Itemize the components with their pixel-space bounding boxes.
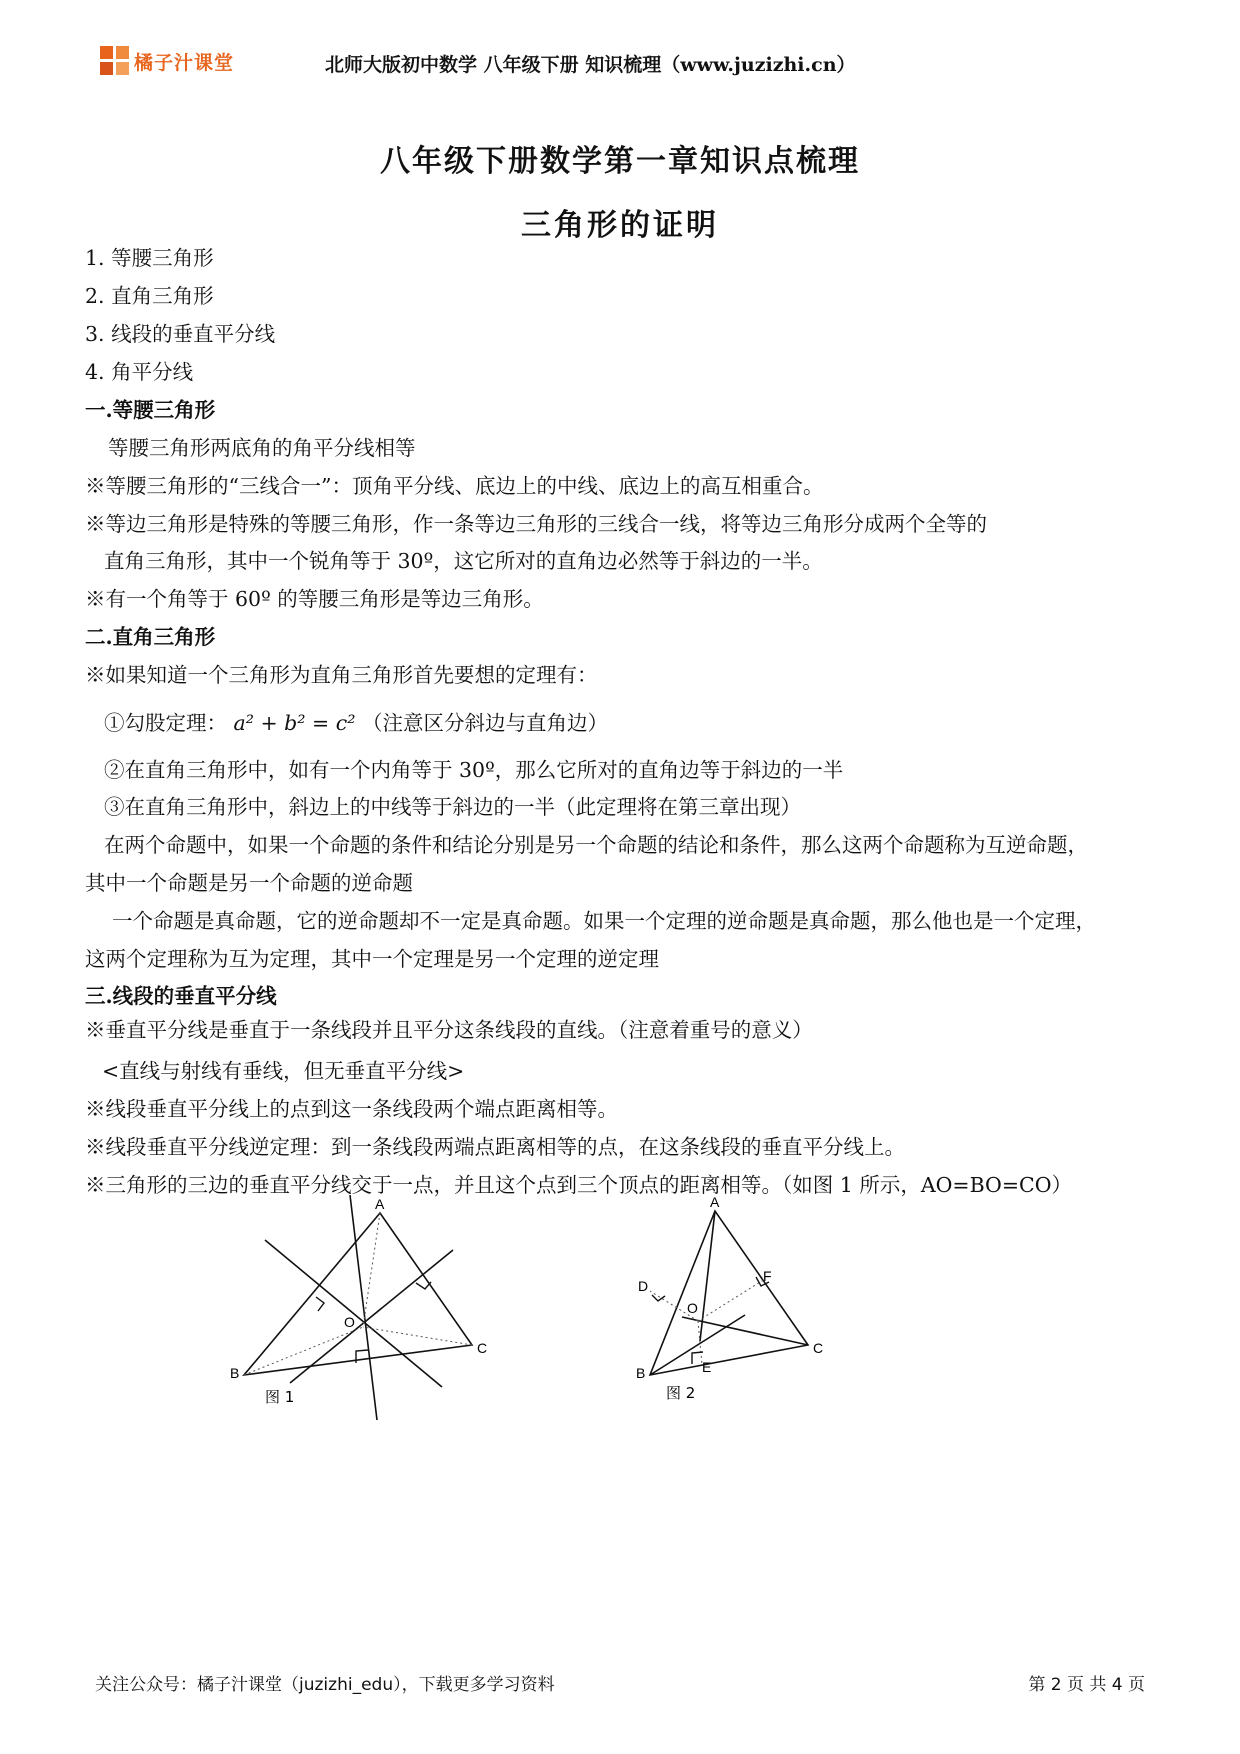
sec1-paragraph-2: ※等腰三角形的“三线合一”：顶角平分线、底边上的中线、底边上的高互相重合。 (85, 474, 824, 498)
right-angle-mark-1 (316, 1297, 324, 1311)
page-subtitle: 三角形的证明 (521, 208, 719, 243)
section-1-heading: 一.等腰三角形 (85, 398, 216, 422)
section-2-heading: 二.直角三角形 (85, 625, 216, 649)
figure-2 (630, 1195, 930, 1415)
figure-1-caption: 图 1 (265, 1388, 295, 1406)
page-number: 第 2 页 共 4 页 (1028, 1675, 1145, 1695)
figure-1 (220, 1195, 520, 1430)
fig1-label-c: C (477, 1340, 488, 1356)
fig2-label-a: A (710, 1195, 720, 1210)
fig2-label-e: E (702, 1359, 712, 1375)
sec3-paragraph-1: ※垂直平分线是垂直于一条线段并且平分这条线段的直线。（注意着重号的意义） (85, 1018, 813, 1042)
sec1-paragraph-4: ※有一个角等于 60º 的等腰三角形是等边三角形。 (85, 587, 544, 611)
sec3-paragraph-5: ※三角形的三边的垂直平分线交于一点，并且这个点到三个顶点的距离相等。（如图 1 所示，AO=BO=CO） (85, 1173, 1073, 1197)
logo-icon (100, 46, 130, 76)
pythagorean-formula: a² + b² = c² (233, 711, 356, 735)
fig2-label-o: O (687, 1300, 698, 1316)
perp-bisector-bc (350, 1195, 377, 1420)
sec2-paragraph-3a: 一个命题是真命题，它的逆命题却不一定是真命题。如果一个定理的逆命题是真命题，那么他也是一个定理， (112, 909, 1096, 933)
page-title: 八年级下册数学第一章知识点梳理 (380, 144, 860, 179)
fig1-label-o: O (344, 1314, 355, 1330)
sec2-paragraph-2a: 在两个命题中，如果一个命题的条件和结论分别是另一个命题的结论和条件，那么这两个命题称为互逆命题， (104, 833, 1088, 857)
page-header (0, 38, 1240, 82)
footer-follow-text: 关注公众号：橘子汁课堂（juzizhi_edu），下载更多学习资料 (95, 1675, 555, 1695)
figure-2-caption: 图 2 (666, 1384, 696, 1402)
toc-item-1: 1. 等腰三角形 (85, 246, 214, 270)
right-angle-mark-3 (356, 1350, 368, 1363)
sec2-paragraph-1: ※如果知道一个三角形为直角三角形首先要想的定理有： (85, 663, 598, 687)
sec1-paragraph-1: 等腰三角形两底角的角平分线相等 (108, 436, 416, 460)
sec2-paragraph-3b: 这两个定理称为互为定理，其中一个定理是另一个定理的逆定理 (85, 947, 659, 971)
fig1-label-a: A (375, 1196, 385, 1212)
perp-bisector-ac (290, 1250, 453, 1383)
theorem-1-suffix: （注意区分斜边与直角边） (361, 711, 608, 735)
sec3-paragraph-3: ※线段垂直平分线上的点到这一条线段两个端点距离相等。 (85, 1097, 618, 1121)
sec3-paragraph-4: ※线段垂直平分线逆定理：到一条线段两端点距离相等的点，在这条线段的垂直平分线上。 (85, 1135, 905, 1159)
toc-item-2: 2. 直角三角形 (85, 284, 214, 308)
header-title: 北师大版初中数学 八年级下册 知识梳理（www.juzizhi.cn） (325, 54, 856, 76)
fig2-label-f: F (763, 1268, 772, 1284)
theorem-2: ②在直角三角形中，如有一个内角等于 30º，那么它所对的直角边等于斜边的一半 (104, 758, 844, 782)
sec3-paragraph-2: <直线与射线有垂线，但无垂直平分线> (102, 1059, 465, 1083)
theorem-1 (104, 709, 608, 737)
sec2-paragraph-2b: 其中一个命题是另一个命题的逆命题 (85, 871, 413, 895)
sec1-paragraph-3b: 直角三角形，其中一个锐角等于 30º，这它所对的直角边必然等于斜边的一半。 (104, 549, 823, 573)
fig2-label-d: D (638, 1278, 649, 1294)
perp-of (698, 1279, 765, 1321)
fig1-label-b: B (230, 1365, 240, 1381)
fig2-label-b: B (636, 1365, 646, 1381)
theorem-3: ③在直角三角形中，斜边上的中线等于斜边的一半（此定理将在第三章出现） (104, 795, 801, 819)
theorem-1-prefix: ①勾股定理： (104, 711, 227, 735)
section-3-heading: 三.线段的垂直平分线 (85, 984, 277, 1008)
sec1-paragraph-3a: ※等边三角形是特殊的等腰三角形，作一条等边三角形的三线合一线，将等边三角形分成两个全等的 (85, 512, 987, 536)
toc-item-4: 4. 角平分线 (85, 360, 194, 384)
fig2-label-c: C (813, 1340, 824, 1356)
logo-text: 橘子汁课堂 (134, 52, 235, 74)
triangle-abc (650, 1211, 808, 1375)
toc-item-3: 3. 线段的垂直平分线 (85, 322, 276, 346)
